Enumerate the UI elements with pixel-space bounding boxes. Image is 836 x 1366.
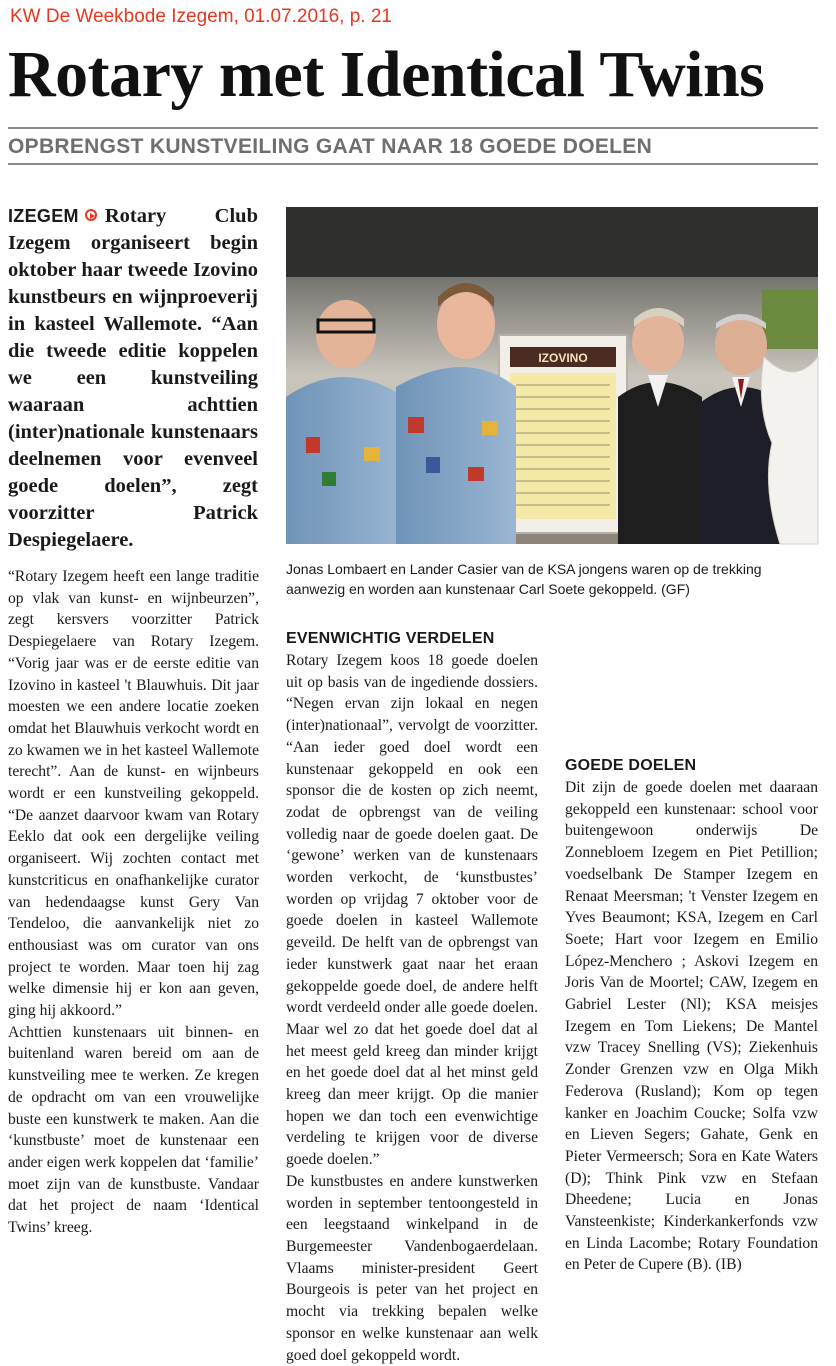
lead-text: Rotary Club Izegem organiseert begin oktober haar tweede Izovino kunstbeurs en wijnproeverij in kasteel Wallemote. “Aan die tweede editie koppelen we een kunstveiling waaraan achttien (inter)nationale kunstenaars deelnemen voor evenveel goede doelen”, zegt voorzitter Patrick Despiegelaere.	[8, 205, 258, 551]
easel-title: IZOVINO	[538, 351, 588, 365]
rule-top	[8, 127, 818, 129]
body-paragraph-3: Rotary Izegem koos 18 goede doelen uit op basis van de ingediende dossiers. “Negen ervan zijn lokaal en negen (inter)nationaal”, vervolgt de voorzitter. “Aan ieder goed doel wordt een kunstenaar gekoppeld en ook een sponsor die de kosten op zich neemt, zodat de opbrengst van de veiling volledig naar de goede doelen gaat. De ‘gewone’ werken van de kunstenaars worden verkocht, de ‘kunstbustes’ worden op vrijdag 7 oktober voor de goede doelen in kasteel Wallemote geveild. De helft van de opbrengst van ieder kunstwerk gaat naar het eraan gekoppelde goede doel, de andere helft wordt verdeeld onder alle goede doelen. Maar wel zo dat het goede doel dat al het meest geld kreeg dan minder krijgt en het goede doel dat al het minst geld kreeg dan meer krijgt. Op die manier hopen we dan toch een evenwichtige verdeling te krijgen voor de diverse goede doelen.”	[286, 652, 538, 1169]
body-paragraph-2: Achttien kunstenaars uit binnen- en buitenland waren bereid om aan de kunstveiling mee te werken. Ze kregen de opdracht om van een vrouwelijke buste een kunstwerk te maken. Aan die ‘kunstbuste’ moet de kunstenaar een ander eigen werk koppelen dat ‘familie’ moet zijn van de kunstbuste. Vandaar dat het project de naam ‘Identical Twins’ kreeg.	[8, 1023, 259, 1237]
column-2	[286, 628, 538, 1366]
column-1	[8, 566, 259, 1239]
section-heading-goede-doelen: GOEDE DOELEN	[565, 757, 697, 774]
rule-bottom	[8, 163, 818, 165]
lead-paragraph	[8, 203, 258, 554]
subheadline: OPBRENGST KUNSTVEILING GAAT NAAR 18 GOEDE DOELEN	[8, 135, 653, 158]
body-paragraph-1: “Rotary Izegem heeft een lange traditie op vlak van kunst- en wijnbeurzen”, zegt kersvers voorzitter Patrick Despiegelaere van Rotary Izegem. “Vorig jaar was er de eerste editie van Izovino in kasteel 't Blauwhuis. Dit jaar moesten we een andere locatie zoeken omdat het Blauwhuis verkocht wordt en zo kwamen we in het kasteel Wallemote terecht”. Aan de kunst- en wijnbeurs wordt er een kunstveiling gekoppeld. “De aanzet daarvoor kwam van Rotary Eeklo dat ook een dergelijke veiling organiseert. Wij zochten contact met kunstcriticus en onafhankelijke curator van hedendaagse kunst Gery Van Tendeloo, die aanvankelijk niet zo enthousiast was om curator van ons project te worden. Maar toen hij zag welke dimensie hij er kon aan geven, ging hij akkoord.”	[8, 568, 259, 1020]
column-3	[565, 755, 818, 1276]
body-paragraph-4: De kunstbustes en andere kunstwerken worden in september tentoongesteld in een leegstaand winkelpand in de Burgemeester Vandenbogaerdelaan. Vlaams minister-president Geert Bourgeois is peter van het project en mocht via trekking bepalen welke sponsor en welke kunstenaar aan welk goed doel gekoppeld wordt.	[286, 1172, 538, 1364]
arrow-icon	[85, 209, 97, 221]
photo-caption: Jonas Lombaert en Lander Casier van de KSA jongens waren op de trekking aanwezig en worden aan kunstenaar Carl Soete gekoppeld. (GF)	[286, 561, 762, 597]
source-citation: KW De Weekbode Izegem, 01.07.2016, p. 21	[10, 6, 392, 27]
dateline: IZEGEM	[8, 206, 79, 226]
body-paragraph-5: Dit zijn de goede doelen met daaraan gekoppeld een kunstenaar: school voor buitengewoon onderwijs De Zonnebloem Izegem en Piet Petillion; voedselbank De Stamper Izegem en Renaat Meersman; 't Venster Izegem en Yves Beaumont; KSA, Izegem en Carl Soete; Hart voor Izegem en Emilio López-Menchero ; Askovi Izegem en Joris Van de Moortel; CAW, Izegem en Gabriel Lester (Nl); KSA meisjes Izegem en Tom Liekens; De Mantel vzw Tracey Snelling (VS); Ziekenhuis Zonder Grenzen vzw en Olga Mikh Federova (Rusland); Kom op tegen kanker en Joachim Coucke; Solfa vzw en Lieven Segers; Gahate, Genk en Pieter Vermeersch; Sora en Kate Waters (D); Think Pink vzw en Stefaan Dheedene; Lucia en Jonas Vansteenkiste; Kinderkankerfonds vzw en Linda Lacombe; Rotary Foundation en Peter de Cupere (B). (IB)	[565, 779, 818, 1274]
article-photo	[286, 207, 818, 544]
section-heading-evenwichtig: EVENWICHTIG VERDELEN	[286, 630, 495, 647]
headline: Rotary met Identical Twins	[8, 38, 765, 111]
